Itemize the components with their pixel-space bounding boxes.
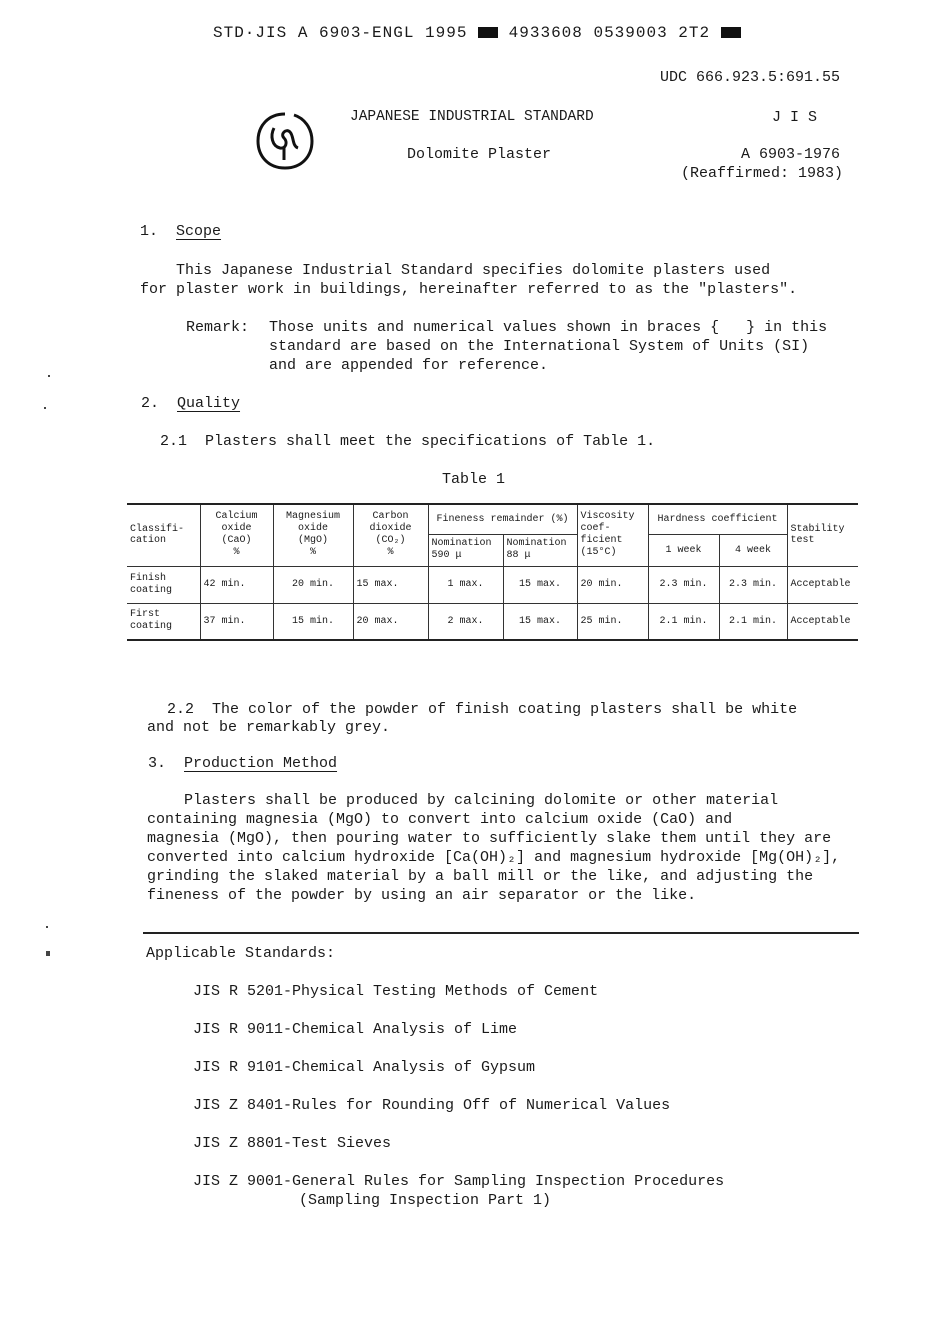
cell-classification: First coating: [127, 603, 200, 640]
cell-cao: 42 min.: [200, 566, 273, 603]
scope-text-line2: for plaster work in buildings, hereinafter referred to as the "plasters".: [140, 281, 798, 298]
cell-stability: Acceptable: [787, 566, 858, 603]
jis-logo-icon: [254, 110, 316, 172]
header-fineness-88: Nomination 88 μ: [503, 534, 577, 566]
cell-hardness-4w: 2.1 min.: [719, 603, 787, 640]
production-line3: magnesia (MgO), then pouring water to sufficiently slake them until they are: [147, 830, 832, 847]
cell-fineness-590: 2 max.: [428, 603, 503, 640]
document-code-part1: STD·JIS A 6903-ENGL 1995: [213, 24, 468, 42]
cell-hardness-1w: 2.3 min.: [648, 566, 719, 603]
header-calcium: Calcium oxide (CaO) %: [200, 504, 273, 566]
header-stability: Stability test: [787, 504, 858, 566]
section-1-number: 1.: [140, 223, 159, 240]
production-line2: containing magnesia (MgO) to convert into calcium oxide (CaO) and: [147, 811, 733, 828]
udc-number: UDC 666.923.5:691.55: [660, 69, 841, 86]
header-fineness: Fineness remainder (%): [428, 504, 577, 534]
scan-speck: [48, 375, 50, 377]
header-classification: Classifi- cation: [127, 504, 200, 566]
production-line6: fineness of the powder by using an air separator or the like.: [147, 887, 697, 904]
redaction-block-icon: [478, 27, 498, 38]
header-carbon: Carbon dioxide (CO₂) %: [353, 504, 428, 566]
section-3-heading: Production Method: [184, 755, 338, 772]
standard-number: A 6903-1976: [741, 146, 841, 163]
cell-cao: 37 min.: [200, 603, 273, 640]
table-1: [127, 503, 858, 641]
cell-viscosity: 25 min.: [577, 603, 648, 640]
org-title: JAPANESE INDUSTRIAL STANDARD: [350, 109, 594, 125]
applicable-item: JIS R 9011-Chemical Analysis of Lime: [193, 1021, 518, 1038]
cell-fineness-88: 15 max.: [503, 603, 577, 640]
header-hardness: Hardness coefficient: [648, 504, 787, 534]
cell-fineness-88: 15 max.: [503, 566, 577, 603]
remark-line2: standard are based on the International System of Units (SI): [269, 338, 810, 355]
table-row: [127, 566, 858, 603]
applicable-item: JIS Z 8401-Rules for Rounding Off of Numerical Values: [193, 1097, 671, 1114]
cell-classification: Finish coating: [127, 566, 200, 603]
scope-text-line1: This Japanese Industrial Standard specifies dolomite plasters used: [176, 262, 771, 279]
applicable-item-continuation: (Sampling Inspection Part 1): [299, 1192, 552, 1209]
section-3-number: 3.: [148, 755, 167, 772]
remark-line1: Those units and numerical values shown in braces { } in this: [269, 319, 828, 336]
document-code-part2: 4933608 0539003 2T2: [508, 24, 711, 42]
scan-speck: [44, 407, 46, 409]
jis-label: J I S: [772, 109, 818, 126]
cell-mgo: 15 min.: [273, 603, 353, 640]
section-2-heading: Quality: [177, 395, 241, 412]
applicable-item: JIS R 5201-Physical Testing Methods of Cement: [193, 983, 599, 1000]
production-line1: Plasters shall be produced by calcining dolomite or other material: [184, 792, 779, 809]
applicable-item: JIS Z 8801-Test Sieves: [193, 1135, 392, 1152]
table-row: [127, 603, 858, 640]
cell-co2: 15 max.: [353, 566, 428, 603]
clause-2-1: 2.1 Plasters shall meet the specifications of Table 1.: [160, 433, 656, 450]
document-code-line: [213, 24, 741, 42]
cell-hardness-4w: 2.3 min.: [719, 566, 787, 603]
header-fineness-590: Nomination 590 μ: [428, 534, 503, 566]
document-title: Dolomite Plaster: [407, 146, 552, 163]
section-2-number: 2.: [141, 395, 160, 412]
table-caption: Table 1: [442, 471, 506, 488]
cell-co2: 20 max.: [353, 603, 428, 640]
clause-2-2-line1: 2.2 The color of the powder of finish coating plasters shall be white: [167, 701, 798, 718]
scan-speck: [46, 951, 50, 956]
applicable-item: JIS R 9101-Chemical Analysis of Gypsum: [193, 1059, 536, 1076]
production-line5: grinding the slaked material by a ball mill or the like, and adjusting the: [147, 868, 814, 885]
scan-speck: [46, 926, 48, 928]
header-hardness-4-week: 4 week: [719, 534, 787, 566]
reaffirmed-note: (Reaffirmed: 1983): [681, 165, 844, 182]
applicable-heading: Applicable Standards:: [146, 945, 336, 962]
cell-viscosity: 20 min.: [577, 566, 648, 603]
applicable-item: JIS Z 9001-General Rules for Sampling Inspection Procedures: [193, 1173, 725, 1190]
production-line4: converted into calcium hydroxide [Ca(OH)₂] and magnesium hydroxide [Mg(OH)₂],: [147, 849, 841, 866]
cell-mgo: 20 min.: [273, 566, 353, 603]
cell-fineness-590: 1 max.: [428, 566, 503, 603]
header-viscosity: Viscosity coef- ficient (15°C): [577, 504, 648, 566]
clause-2-2-line2: and not be remarkably grey.: [147, 719, 391, 736]
cell-stability: Acceptable: [787, 603, 858, 640]
remark-line3: and are appended for reference.: [269, 357, 549, 374]
header-hardness-1-week: 1 week: [648, 534, 719, 566]
section-1-heading: Scope: [176, 223, 222, 240]
remark-label: Remark:: [186, 319, 250, 336]
divider: [143, 932, 859, 934]
redaction-block-icon: [721, 27, 741, 38]
header-magnesium: Magnesium oxide (MgO) %: [273, 504, 353, 566]
cell-hardness-1w: 2.1 min.: [648, 603, 719, 640]
